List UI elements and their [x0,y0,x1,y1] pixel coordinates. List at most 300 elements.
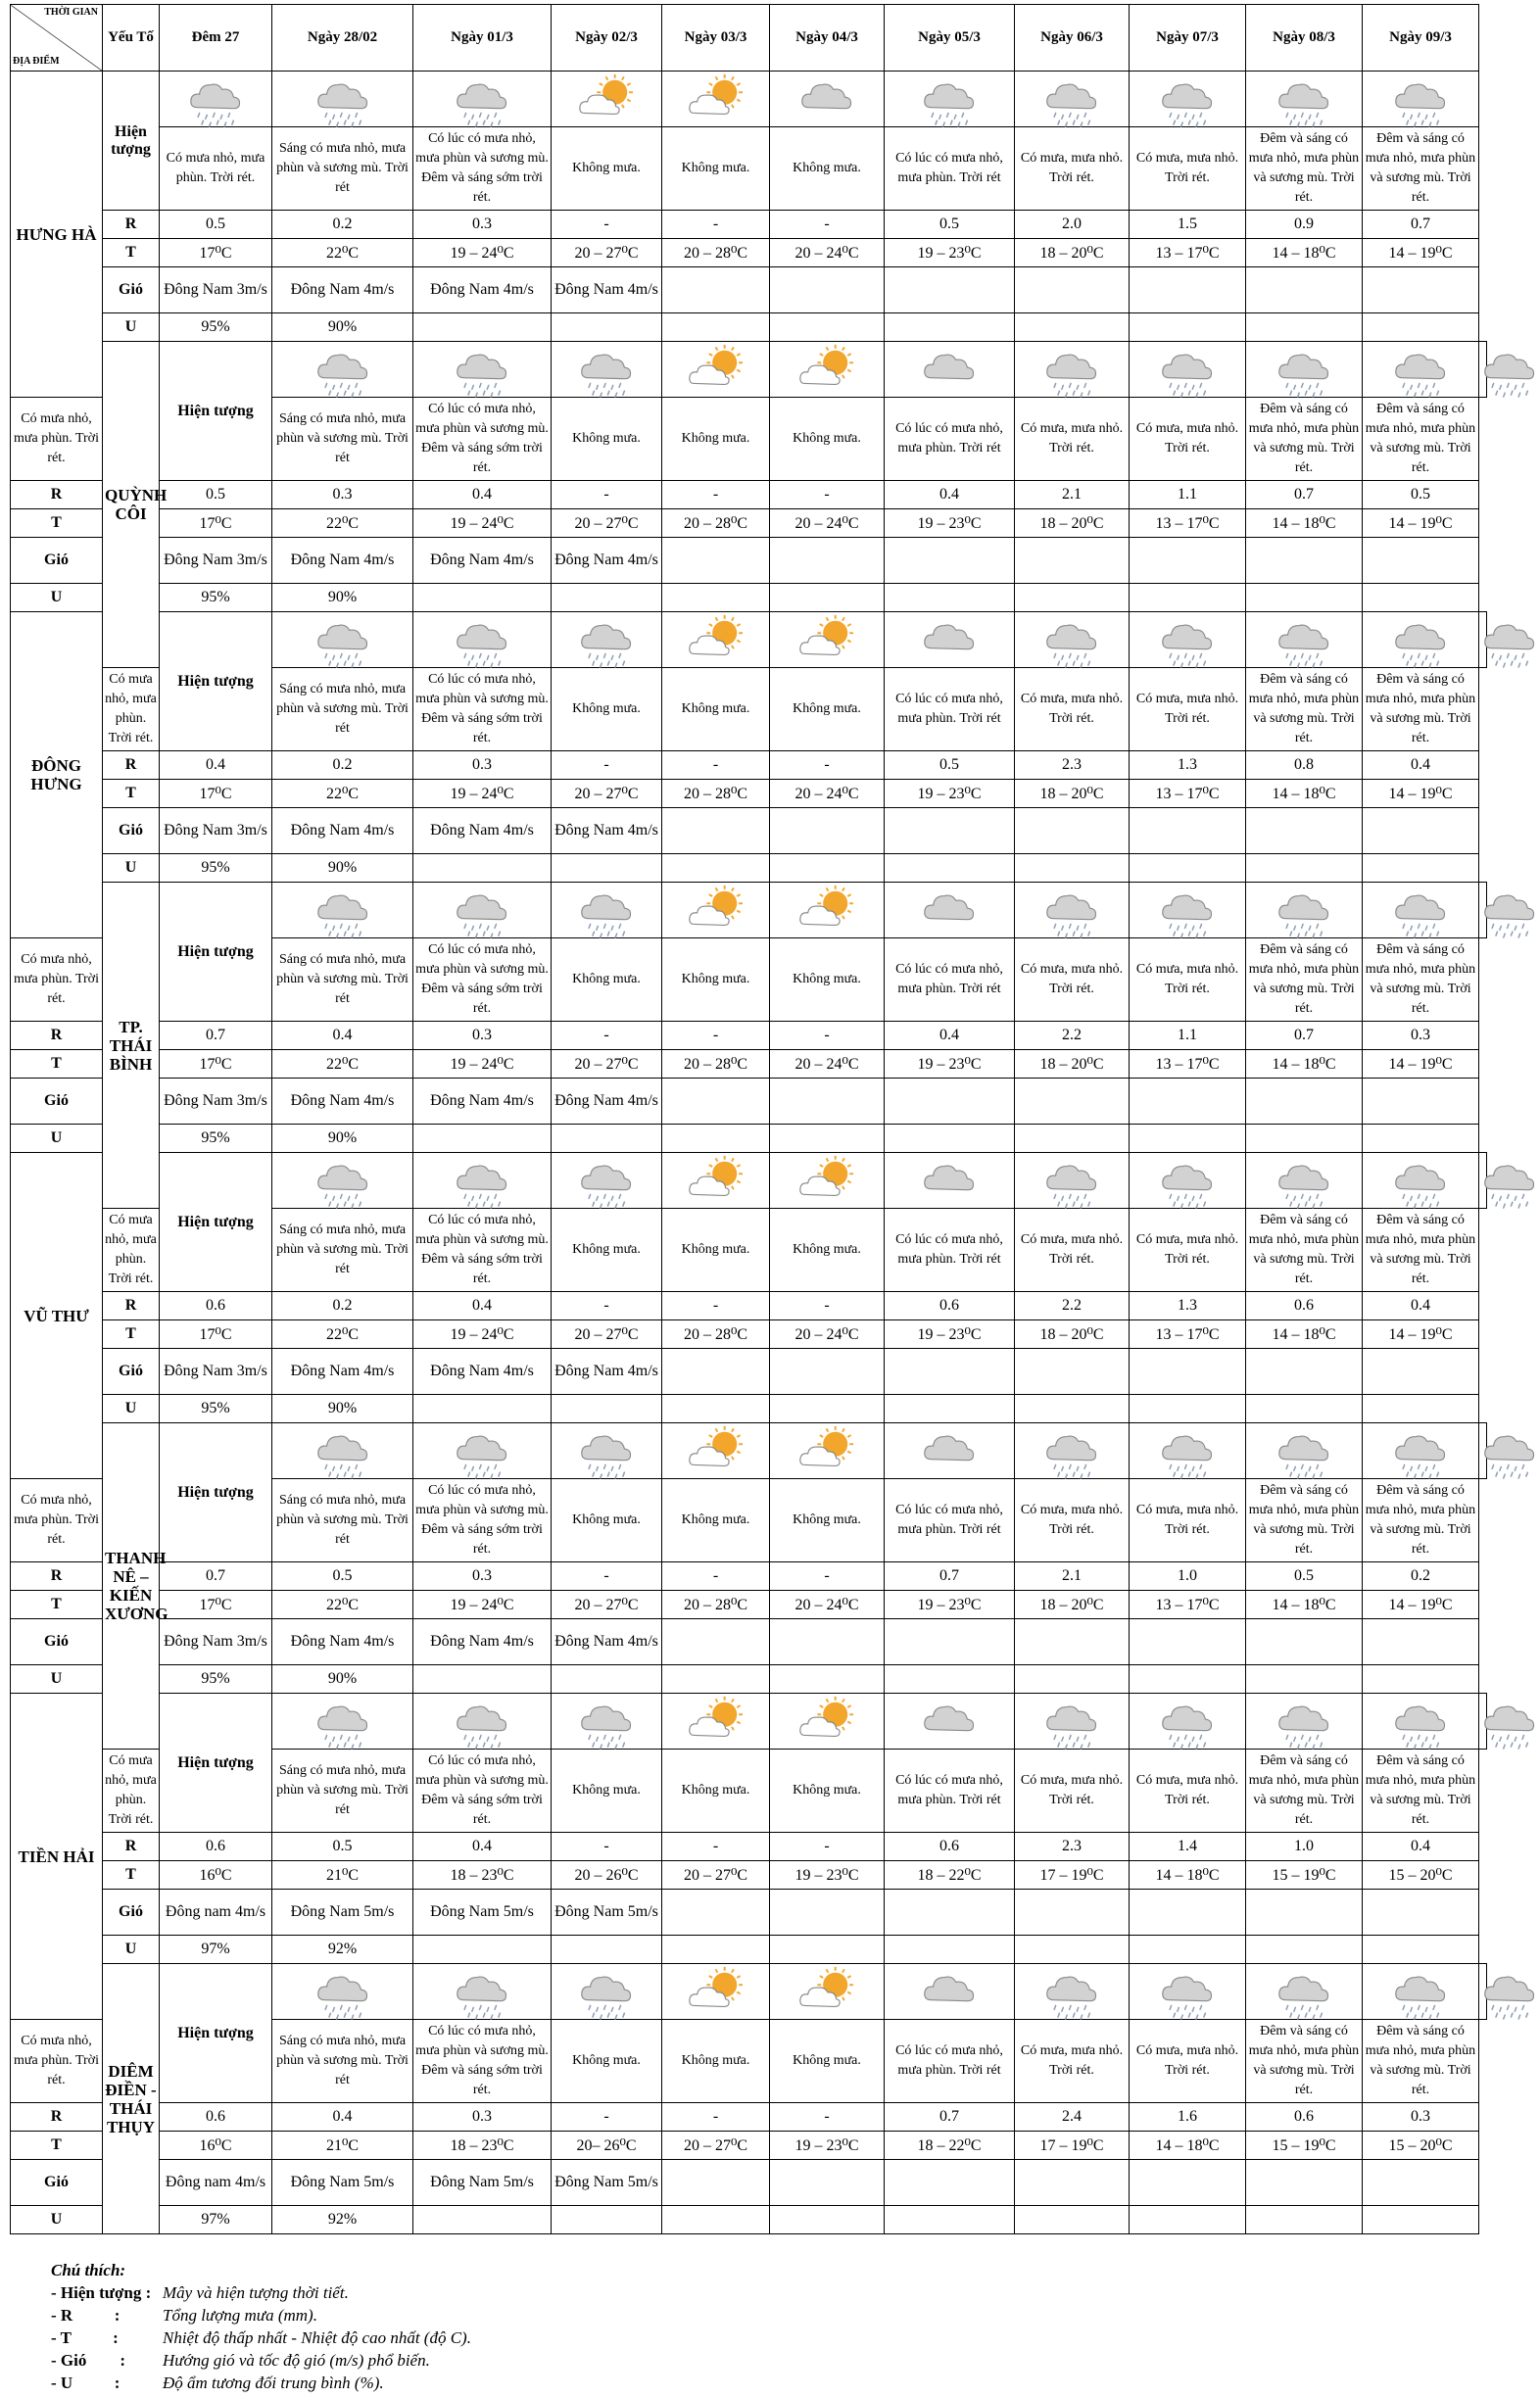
temp-label: T [11,2132,103,2160]
note-key: - R : [51,2306,120,2325]
temp-cell: 15 – 20⁰C [1363,2132,1479,2160]
icon-row [11,72,1487,127]
humidity-cell [1015,1936,1130,1964]
wind-label: Gió [103,808,160,854]
wind-cell: Đông Nam 4m/s [413,808,552,854]
icon-row [11,342,1487,398]
weather-icon-cell [1363,1964,1479,2020]
rain-cell: - [662,1292,770,1320]
humidity-cell [885,2206,1015,2234]
phenomenon-cell: Có mưa, mưa nhỏ. Trời rét. [1015,1209,1130,1292]
phenomenon-cell: Không mưa. [552,2020,662,2103]
rain-cell: - [770,1562,885,1591]
weather-icon-cell [272,1964,413,2020]
weather-icon-cell [1246,1694,1363,1750]
temp-cell: 14 – 18⁰C [1246,1050,1363,1079]
phenomenon-cell: Sáng có mưa nhỏ, mưa phùn và sương mù. Trời rét [272,668,413,751]
note-item [51,2372,471,2394]
rain-label: R [11,1022,103,1050]
temp-cell: 20 – 28⁰C [662,509,770,538]
temp-cell: 20 – 27⁰C [662,2132,770,2160]
rain-cloud-icon [160,72,271,126]
day-header: Ngày 04/3 [770,5,885,72]
day-header: Ngày 02/3 [552,5,662,72]
temp-row [11,1861,1487,1890]
rain-cloud-icon [413,1694,551,1749]
temp-cell: 20 – 24⁰C [770,1591,885,1619]
rain-cloud-icon [413,612,551,667]
temp-cell: 19 – 23⁰C [885,1050,1015,1079]
rain-cloud-icon [1130,1423,1245,1478]
temp-cell: 19 – 24⁰C [413,509,552,538]
weather-icon-cell [552,612,662,668]
sun-cloud-icon [662,72,769,126]
humidity-cell [1015,854,1130,883]
rain-cloud-icon [1015,612,1129,667]
wind-cell: Đông Nam 4m/s [413,267,552,313]
wind-label: Gió [103,267,160,313]
phenomenon-cell: Có lúc có mưa nhỏ, mưa phùn và sương mù. Đêm và sáng sớm trời rét. [413,127,552,211]
rain-cell: 0.4 [1363,1833,1479,1861]
rain-cell: 0.6 [160,1292,272,1320]
humidity-cell [1130,1125,1246,1153]
phenomenon-cell: Có lúc có mưa nhỏ, mưa phùn. Trời rét [885,398,1015,481]
wind-row [11,808,1487,854]
note-key: - Gió : [51,2351,126,2370]
humidity-cell [413,854,552,883]
legend-notes [51,2259,471,2394]
humidity-cell [1130,2206,1246,2234]
day-header: Ngày 05/3 [885,5,1015,72]
temp-cell: 20 – 27⁰C [662,1861,770,1890]
wind-cell [1363,1890,1479,1936]
weather-icon-cell [413,612,552,668]
rain-cell: 0.6 [885,1833,1015,1861]
location-name: TIỀN HẢI [11,1694,103,2020]
sun-cloud-icon [770,1694,884,1749]
rain-cloud-icon [1363,612,1478,667]
rain-cell: 0.4 [885,1022,1015,1050]
humidity-cell [885,313,1015,342]
humidity-cell: 90% [272,584,413,612]
rain-cell: 2.3 [1015,1833,1130,1861]
rain-cell: 0.5 [272,1833,413,1861]
humidity-cell [1130,1395,1246,1423]
wind-cell: Đông Nam 5m/s [413,1890,552,1936]
rain-cell: 1.0 [1246,1833,1363,1861]
weather-icon-cell [662,1694,770,1750]
wind-cell: Đông Nam 4m/s [272,538,413,584]
rain-cell: 2.0 [1015,211,1130,239]
location-name: ĐÔNG HƯNG [11,612,103,938]
icon-row [11,612,1487,668]
temp-cell: 13 – 17⁰C [1130,239,1246,267]
humidity-cell: 95% [160,1665,272,1694]
rain-cell: 2.2 [1015,1292,1130,1320]
wind-row [11,1349,1487,1395]
rain-cloud-icon [1246,72,1362,126]
temp-cell: 20 – 24⁰C [770,509,885,538]
weather-icon-cell [552,1153,662,1209]
phenomenon-label: Hiện tượng [160,612,272,751]
temp-cell: 16⁰C [160,2132,272,2160]
place-label: ĐỊA ĐIỂM [13,56,60,67]
wind-cell: Đông nam 4m/s [160,2160,272,2206]
wind-cell: Đông Nam 3m/s [160,1079,272,1125]
temp-cell: 18 – 22⁰C [885,2132,1015,2160]
temp-cell: 18 – 23⁰C [413,2132,552,2160]
phenomenon-cell: Đêm và sáng có mưa nhỏ, mưa phùn và sương mù. Trời rét. [1363,938,1479,1022]
phenomenon-cell: Không mưa. [770,1479,885,1562]
humidity-cell [770,854,885,883]
temp-row [11,1050,1487,1079]
rain-cell: - [770,1022,885,1050]
phenomenon-cell: Không mưa. [770,1209,885,1292]
location-name: QUỲNH CÔI [103,342,160,668]
rain-row [11,211,1487,239]
temp-cell: 15 – 19⁰C [1246,2132,1363,2160]
wind-cell [885,1890,1015,1936]
weather-icon-cell [1015,342,1130,398]
humidity-cell [1363,1395,1479,1423]
humidity-cell [1363,854,1479,883]
wind-cell [1015,538,1130,584]
rain-label: R [11,2103,103,2132]
temp-cell: 22⁰C [272,239,413,267]
wind-cell: Đông Nam 3m/s [160,1349,272,1395]
humidity-cell [1015,1665,1130,1694]
phenomenon-cell: Đêm và sáng có mưa nhỏ, mưa phùn và sương mù. Trời rét. [1363,1479,1479,1562]
humidity-cell [662,2206,770,2234]
temp-cell: 15 – 19⁰C [1246,1861,1363,1890]
phenomenon-label: Hiện tượng [160,1153,272,1292]
weather-icon-cell [272,342,413,398]
cloud-icon [885,1153,1014,1208]
wind-cell [1246,267,1363,313]
weather-icon-cell [885,1964,1015,2020]
humidity-cell [552,584,662,612]
temp-cell: 19 – 23⁰C [770,2132,885,2160]
temp-cell: 14 – 18⁰C [1246,1591,1363,1619]
temp-row [11,509,1487,538]
temp-cell: 14 – 18⁰C [1246,509,1363,538]
phenomenon-cell: Đêm và sáng có mưa nhỏ, mưa phùn và sương mù. Trời rét. [1363,398,1479,481]
humidity-cell [1015,1125,1130,1153]
weather-icon-cell [413,342,552,398]
temp-cell: 19 – 23⁰C [885,239,1015,267]
weather-icon-cell [662,342,770,398]
humidity-cell [662,1665,770,1694]
wind-cell [662,538,770,584]
temp-cell: 20 – 27⁰C [552,1050,662,1079]
rain-cloud-icon [1246,1153,1362,1208]
humidity-label: U [103,1936,160,1964]
weather-icon-cell [1246,1423,1363,1479]
rain-label: R [103,211,160,239]
phenomenon-cell: Đêm và sáng có mưa nhỏ, mưa phùn và sương mù. Trời rét. [1363,127,1479,211]
wind-cell: Đông Nam 4m/s [272,1619,413,1665]
rain-cloud-icon [1479,342,1486,397]
humidity-cell: 90% [272,854,413,883]
rain-cell: 0.7 [1246,481,1363,509]
temp-label: T [103,1320,160,1349]
rain-cell: 0.6 [160,1833,272,1861]
phenomenon-cell: Không mưa. [662,2020,770,2103]
temp-cell: 20 – 24⁰C [770,780,885,808]
wind-cell [1015,267,1130,313]
humidity-cell: 90% [272,1665,413,1694]
rain-cloud-icon [1479,612,1486,667]
rain-cloud-icon [1015,883,1129,937]
temp-cell: 14 – 19⁰C [1363,1050,1479,1079]
location-name: HƯNG HÀ [11,72,103,398]
phenomenon-cell: Có mưa nhỏ, mưa phùn. Trời rét. [103,668,160,751]
humidity-cell [1246,313,1363,342]
weather-icon-cell [272,1694,413,1750]
weather-icon-cell [1363,72,1479,127]
humidity-cell [413,1125,552,1153]
humidity-cell [1246,1936,1363,1964]
humidity-label: U [11,1125,103,1153]
humidity-row [11,313,1487,342]
wind-cell: Đông Nam 4m/s [413,538,552,584]
rain-cell: - [662,1833,770,1861]
rain-cell: 0.4 [1363,1292,1479,1320]
temp-cell: 20 – 27⁰C [552,780,662,808]
humidity-cell: 97% [160,2206,272,2234]
phenomenon-cell: Có mưa, mưa nhỏ. Trời rét. [1015,2020,1130,2103]
humidity-cell [1130,313,1246,342]
humidity-cell [885,1395,1015,1423]
wind-label: Gió [11,2160,103,2206]
wind-cell: Đông Nam 5m/s [272,2160,413,2206]
rain-cell: - [552,751,662,780]
rain-cell: 0.4 [272,2103,413,2132]
wind-cell [770,1079,885,1125]
wind-cell [1363,267,1479,313]
humidity-cell [1130,854,1246,883]
humidity-cell [1363,1125,1479,1153]
wind-cell [662,1349,770,1395]
phenomenon-label: Hiện tượng [160,1423,272,1562]
wind-row [11,1079,1487,1125]
phenomenon-cell: Có mưa, mưa nhỏ. Trời rét. [1015,1750,1130,1833]
rain-cloud-icon [1015,1423,1129,1478]
humidity-cell [1246,854,1363,883]
rain-cell: 0.7 [885,1562,1015,1591]
rain-cell: 0.2 [272,1292,413,1320]
rain-cell: - [770,751,885,780]
temp-cell: 14 – 19⁰C [1363,239,1479,267]
weather-icon-cell [1363,612,1479,668]
weather-icon-cell [885,342,1015,398]
rain-cloud-icon [1130,883,1245,937]
rain-cell: 0.4 [885,481,1015,509]
phenomenon-cell: Không mưa. [770,127,885,211]
rain-cell: 0.3 [413,1562,552,1591]
phenomenon-cell: Sáng có mưa nhỏ, mưa phùn và sương mù. Trời rét [272,1479,413,1562]
rain-cell: - [662,481,770,509]
weather-icon-cell [662,72,770,127]
rain-cloud-icon [413,1423,551,1478]
wind-cell [1015,1349,1130,1395]
wind-cell: Đông Nam 4m/s [552,267,662,313]
wind-cell [1246,1079,1363,1125]
rain-cloud-icon [1246,612,1362,667]
rain-cloud-icon [1363,72,1478,126]
temp-cell: 20 – 24⁰C [770,1050,885,1079]
phenomenon-cell: Sáng có mưa nhỏ, mưa phùn và sương mù. Trời rét [272,398,413,481]
humidity-cell [770,1936,885,1964]
rain-cloud-icon [885,72,1014,126]
humidity-row [11,854,1487,883]
rain-cloud-icon [272,1423,412,1478]
phenomenon-cell: Có lúc có mưa nhỏ, mưa phùn và sương mù. Đêm và sáng sớm trời rét. [413,1209,552,1292]
weather-icon-cell [552,72,662,127]
humidity-cell [662,313,770,342]
temp-cell: 18 – 20⁰C [1015,1050,1130,1079]
rain-cell: - [552,1292,662,1320]
temp-cell: 13 – 17⁰C [1130,1320,1246,1349]
wind-cell [662,2160,770,2206]
sun-cloud-icon [662,1694,769,1749]
rain-cloud-icon [413,1153,551,1208]
rain-cell: - [552,481,662,509]
rain-cell: 0.5 [1246,1562,1363,1591]
rain-cloud-icon [552,883,661,937]
temp-cell: 19 – 24⁰C [413,239,552,267]
humidity-cell [1246,1125,1363,1153]
rain-cell: 1.3 [1130,1292,1246,1320]
phenomenon-label: Hiện tượng [160,342,272,481]
weather-icon-cell [1130,612,1246,668]
phenomenon-cell: Có mưa nhỏ, mưa phùn. Trời rét. [160,127,272,211]
rain-label: R [11,481,103,509]
weather-icon-cell [1363,1423,1479,1479]
wind-label: Gió [11,1619,103,1665]
temp-cell: 17⁰C [160,509,272,538]
rain-cell: 0.3 [1363,2103,1479,2132]
rain-label: R [103,1292,160,1320]
humidity-cell [1015,1395,1130,1423]
temp-cell: 14 – 19⁰C [1363,509,1479,538]
temp-cell: 17⁰C [160,780,272,808]
day-header: Ngày 28/02 [272,5,413,72]
humidity-cell [552,854,662,883]
rain-cloud-icon [552,342,661,397]
phenomenon-cell: Đêm và sáng có mưa nhỏ, mưa phùn và sương mù. Trời rét. [1363,1750,1479,1833]
wind-cell [1363,1349,1479,1395]
sun-cloud-icon [662,612,769,667]
temp-cell: 20 – 24⁰C [770,239,885,267]
wind-row [11,538,1487,584]
day-header: Ngày 08/3 [1246,5,1363,72]
weather-icon-cell [1130,342,1246,398]
rain-row [11,1833,1487,1861]
header-row [11,5,1487,72]
temp-cell: 18 – 20⁰C [1015,1591,1130,1619]
phenomenon-cell: Có lúc có mưa nhỏ, mưa phùn. Trời rét [885,668,1015,751]
phenomenon-cell: Không mưa. [662,1209,770,1292]
phenomenon-label: Hiện tượng [103,72,160,211]
wind-cell: Đông Nam 4m/s [552,808,662,854]
humidity-cell [770,1125,885,1153]
rain-cell: 0.6 [1246,1292,1363,1320]
rain-cell: 0.5 [885,751,1015,780]
rain-cell: 1.6 [1130,2103,1246,2132]
rain-cloud-icon [1246,342,1362,397]
icon-row [11,1964,1487,2020]
weather-icon-cell [770,1964,885,2020]
humidity-label: U [103,313,160,342]
wind-cell [1130,1079,1246,1125]
rain-cloud-icon [1246,1964,1362,2019]
humidity-cell [413,1936,552,1964]
wind-cell [885,808,1015,854]
phenomenon-cell: Đêm và sáng có mưa nhỏ, mưa phùn và sương mù. Trời rét. [1246,938,1363,1022]
icon-row [11,883,1487,938]
weather-icon-cell [413,1694,552,1750]
weather-icon-cell [1130,1153,1246,1209]
weather-icon-cell [662,1964,770,2020]
temp-cell: 20 – 27⁰C [552,1591,662,1619]
temp-cell: 21⁰C [272,1861,413,1890]
rain-cell: 0.4 [413,1833,552,1861]
humidity-label: U [11,584,103,612]
day-header: Ngày 01/3 [413,5,552,72]
humidity-label: U [103,854,160,883]
rain-cell: 0.5 [885,211,1015,239]
rain-cloud-icon [272,612,412,667]
phenomenon-cell: Không mưa. [770,398,885,481]
humidity-cell [1015,584,1130,612]
rain-cell: - [662,751,770,780]
phenomenon-cell: Có mưa, mưa nhỏ. Trời rét. [1130,398,1246,481]
wind-cell [885,1349,1015,1395]
sun-cloud-icon [552,72,661,126]
temp-cell: 17⁰C [160,1320,272,1349]
temp-cell: 21⁰C [272,2132,413,2160]
wind-cell [1363,1619,1479,1665]
weather-icon-cell [885,1694,1015,1750]
rain-cell: 0.6 [885,1292,1015,1320]
temp-cell: 16⁰C [160,1861,272,1890]
humidity-label: U [11,2206,103,2234]
wind-cell [1130,1890,1246,1936]
rain-cloud-icon [1015,342,1129,397]
wind-cell [885,1619,1015,1665]
humidity-cell [413,584,552,612]
wind-cell: Đông Nam 4m/s [272,1349,413,1395]
wind-cell [1130,267,1246,313]
rain-cloud-icon [272,1694,412,1749]
weather-icon-cell [1479,883,1487,938]
rain-cell: - [552,211,662,239]
rain-cell: 0.7 [1246,1022,1363,1050]
phenomenon-cell: Đêm và sáng có mưa nhỏ, mưa phùn và sương mù. Trời rét. [1246,127,1363,211]
phenomenon-label: Hiện tượng [160,883,272,1022]
phenomenon-cell: Đêm và sáng có mưa nhỏ, mưa phùn và sương mù. Trời rét. [1363,668,1479,751]
humidity-cell [413,1395,552,1423]
weather-icon-cell [1479,342,1487,398]
rain-cell: 2.2 [1015,1022,1130,1050]
rain-cell: 0.5 [272,1562,413,1591]
humidity-cell [885,584,1015,612]
wind-cell [1363,1079,1479,1125]
temp-cell: 14 – 19⁰C [1363,1320,1479,1349]
humidity-cell [1015,313,1130,342]
wind-cell [770,538,885,584]
